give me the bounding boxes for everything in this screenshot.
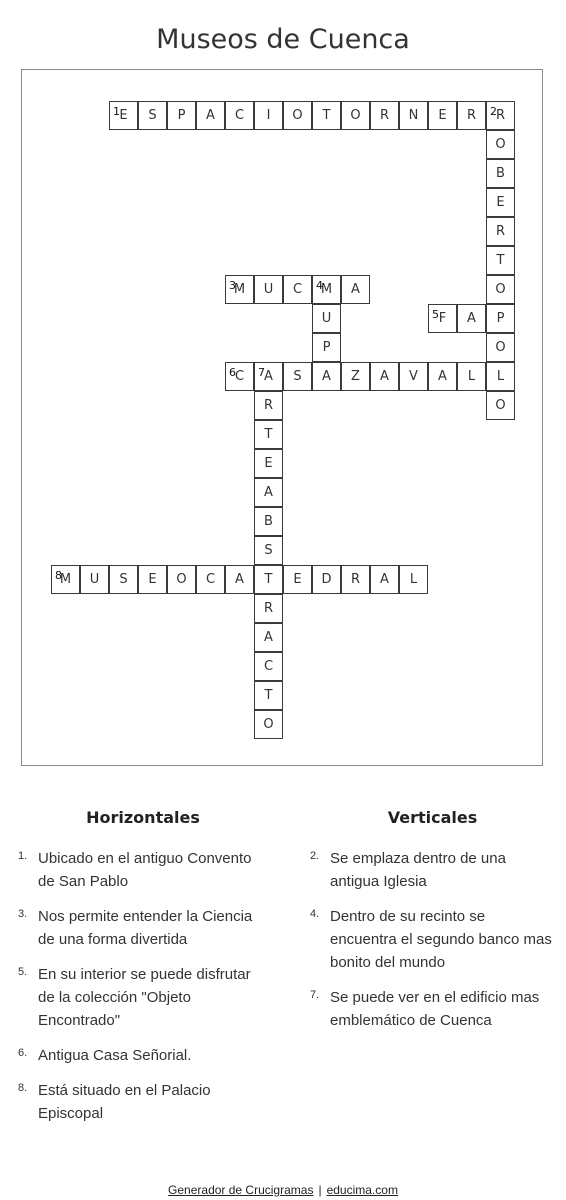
- crossword-cell[interactable]: [167, 101, 196, 130]
- footer: [0, 1183, 566, 1197]
- cell-letter: O: [495, 398, 506, 413]
- crossword-cell[interactable]: [312, 101, 341, 130]
- cell-letter: O: [495, 282, 506, 297]
- cell-letter: S: [293, 369, 302, 384]
- crossword-cell[interactable]: [254, 391, 283, 420]
- cell-letter: T: [264, 688, 273, 703]
- crossword-cell[interactable]: [283, 565, 312, 594]
- cell-letter: D: [321, 572, 332, 587]
- crossword-cell[interactable]: [428, 304, 457, 333]
- crossword-cell[interactable]: [283, 275, 312, 304]
- cell-letter: E: [496, 195, 505, 210]
- cell-letter: C: [234, 369, 245, 384]
- crossword-cell[interactable]: [312, 333, 341, 362]
- crossword-cell[interactable]: [225, 362, 254, 391]
- vertical-clue-list: [310, 847, 555, 1032]
- cell-letter: F: [438, 311, 447, 326]
- crossword-cell[interactable]: [341, 101, 370, 130]
- clue-item-number: 4.: [310, 908, 320, 920]
- clue-item: [18, 1079, 268, 1125]
- crossword-cell[interactable]: [341, 362, 370, 391]
- crossword-cell[interactable]: [109, 565, 138, 594]
- crossword-cell[interactable]: [486, 217, 515, 246]
- crossword-cell[interactable]: [486, 362, 515, 391]
- cell-letter: O: [176, 572, 187, 587]
- educima-link[interactable]: educima.com: [326, 1183, 398, 1197]
- clue-number: 2: [490, 105, 497, 118]
- cell-letter: P: [496, 311, 505, 326]
- clue-item-number: 2.: [310, 850, 320, 862]
- clue-item-number: 1.: [18, 850, 28, 862]
- cell-letter: E: [293, 572, 302, 587]
- cell-letter: O: [263, 717, 274, 732]
- cell-letter: T: [322, 108, 331, 123]
- cell-letter: N: [408, 108, 419, 123]
- cell-letter: E: [148, 572, 157, 587]
- crossword-cell[interactable]: [254, 594, 283, 623]
- cell-letter: B: [496, 166, 505, 181]
- clue-item-text: En su interior se puede disfrutar de la colección "Objeto Encontrado": [38, 966, 251, 1029]
- crossword-cell[interactable]: [254, 536, 283, 565]
- crossword-cell[interactable]: [167, 565, 196, 594]
- clue-item: [18, 963, 268, 1032]
- clue-item-text: Ubicado en el antiguo Convento de San Pablo: [38, 850, 252, 890]
- crossword-cell[interactable]: [225, 101, 254, 130]
- cell-letter: C: [292, 282, 303, 297]
- cell-letter: O: [495, 137, 506, 152]
- cell-letter: B: [264, 514, 273, 529]
- clue-number: 4: [316, 279, 323, 292]
- cell-letter: A: [351, 282, 360, 297]
- clue-number: 8: [55, 569, 62, 582]
- crossword-cell[interactable]: [399, 101, 428, 130]
- cell-letter: C: [263, 659, 274, 674]
- cell-letter: A: [206, 108, 215, 123]
- clue-item-text: Se emplaza dentro de una antigua Iglesia: [330, 850, 506, 890]
- crossword-cell[interactable]: [254, 275, 283, 304]
- crossword-cell[interactable]: [486, 159, 515, 188]
- cell-letter: A: [380, 572, 389, 587]
- clue-item: [18, 1044, 268, 1067]
- crossword-cell[interactable]: [254, 420, 283, 449]
- crossword-cell[interactable]: [196, 565, 225, 594]
- cell-letter: U: [321, 311, 332, 326]
- crossword-cell[interactable]: [138, 565, 167, 594]
- clue-item: [18, 905, 268, 951]
- crossword-generator-link[interactable]: Generador de Crucigramas: [168, 1183, 314, 1197]
- crossword-cell[interactable]: [486, 304, 515, 333]
- crossword-cell[interactable]: [428, 362, 457, 391]
- cell-letter: A: [264, 485, 273, 500]
- horizontal-heading: Horizontales: [86, 808, 200, 827]
- clue-item-text: Se puede ver en el edificio mas emblemático de Cuenca: [330, 989, 540, 1029]
- clue-item-text: Nos permite entender la Ciencia de una forma divertida: [38, 908, 253, 948]
- cell-letter: M: [233, 282, 246, 297]
- crossword-cell[interactable]: [341, 275, 370, 304]
- cell-letter: O: [350, 108, 361, 123]
- clue-item: [310, 986, 555, 1032]
- cell-letter: R: [350, 572, 361, 587]
- cell-letter: L: [467, 369, 476, 384]
- crossword-cell[interactable]: [486, 246, 515, 275]
- cell-letter: L: [409, 572, 418, 587]
- cell-letter: P: [322, 340, 331, 355]
- clue-number: 1: [113, 105, 120, 118]
- cell-letter: R: [466, 108, 477, 123]
- cell-letter: S: [119, 572, 128, 587]
- cell-letter: I: [266, 108, 271, 123]
- crossword-cell[interactable]: [457, 362, 486, 391]
- crossword-cell[interactable]: [457, 101, 486, 130]
- cell-letter: U: [263, 282, 274, 297]
- cell-letter: Z: [351, 369, 360, 384]
- clue-item: [310, 905, 555, 974]
- cell-letter: U: [89, 572, 100, 587]
- crossword-cell[interactable]: [254, 710, 283, 739]
- clue-item-number: 7.: [310, 989, 320, 1001]
- crossword-cell[interactable]: [283, 362, 312, 391]
- cell-letter: A: [322, 369, 331, 384]
- vertical-heading: Verticales: [387, 808, 478, 827]
- cell-letter: R: [379, 108, 390, 123]
- clue-number: 6: [229, 366, 236, 379]
- cell-letter: A: [235, 572, 244, 587]
- crossword-cell[interactable]: [312, 304, 341, 333]
- crossword-cell[interactable]: [428, 101, 457, 130]
- clue-item-text: Antigua Casa Señorial.: [38, 1047, 192, 1064]
- crossword-cell[interactable]: [370, 362, 399, 391]
- clue-number: 5: [432, 308, 439, 321]
- crossword-cell[interactable]: [225, 275, 254, 304]
- crossword-cell[interactable]: [254, 507, 283, 536]
- cell-letter: L: [496, 369, 505, 384]
- page-title: Museos de Cuenca: [156, 24, 410, 55]
- cell-letter: C: [234, 108, 245, 123]
- clue-item: [310, 847, 555, 893]
- crossword-cell[interactable]: [486, 188, 515, 217]
- crossword-cell[interactable]: [196, 101, 225, 130]
- cell-letter: E: [119, 108, 128, 123]
- clue-item-number: 8.: [18, 1082, 28, 1094]
- clue-item-number: 3.: [18, 908, 28, 920]
- crossword-cell[interactable]: [486, 275, 515, 304]
- cell-letter: V: [409, 369, 418, 384]
- crossword-cell[interactable]: [254, 565, 283, 594]
- cell-letter: T: [264, 427, 273, 442]
- crossword-cell[interactable]: [254, 101, 283, 130]
- cell-letter: R: [495, 224, 506, 239]
- crossword-cell[interactable]: [254, 681, 283, 710]
- crossword-cell[interactable]: [283, 101, 312, 130]
- footer-separator: |: [318, 1183, 322, 1197]
- horizontal-clue-list: [18, 847, 268, 1125]
- clue-number: 7: [258, 366, 265, 379]
- crossword-cell[interactable]: [254, 652, 283, 681]
- cell-letter: R: [263, 398, 274, 413]
- cell-letter: E: [264, 456, 273, 471]
- crossword-cell[interactable]: [486, 391, 515, 420]
- crossword-cell[interactable]: [341, 565, 370, 594]
- clue-item-text: Está situado en el Palacio Episcopal: [38, 1082, 211, 1122]
- cell-letter: R: [263, 601, 274, 616]
- crossword-cell[interactable]: [370, 565, 399, 594]
- crossword-cell[interactable]: [254, 623, 283, 652]
- cell-letter: R: [495, 108, 506, 123]
- crossword-cell[interactable]: [486, 130, 515, 159]
- crossword-cell[interactable]: [486, 101, 515, 130]
- cell-letter: C: [205, 572, 216, 587]
- cell-letter: A: [467, 311, 476, 326]
- crossword-cell[interactable]: [312, 275, 341, 304]
- cell-letter: M: [320, 282, 333, 297]
- clue-item-number: 6.: [18, 1047, 28, 1059]
- cell-letter: O: [495, 340, 506, 355]
- cell-letter: A: [380, 369, 389, 384]
- cell-letter: T: [264, 572, 273, 587]
- crossword-cell[interactable]: [80, 565, 109, 594]
- crossword-cell[interactable]: [370, 101, 399, 130]
- crossword-cell[interactable]: [254, 449, 283, 478]
- cell-letter: M: [59, 572, 72, 587]
- vertical-clues: [310, 808, 555, 1044]
- cell-letter: O: [292, 108, 303, 123]
- cell-letter: A: [438, 369, 447, 384]
- clue-item-text: Dentro de su recinto se encuentra el segundo banco mas bonito del mundo: [330, 908, 552, 971]
- cell-letter: S: [264, 543, 273, 558]
- crossword-cell[interactable]: [399, 362, 428, 391]
- crossword-cell[interactable]: [312, 565, 341, 594]
- cell-letter: E: [438, 108, 447, 123]
- cell-letter: A: [264, 369, 273, 384]
- clue-number: 3: [229, 279, 236, 292]
- cell-letter: T: [496, 253, 505, 268]
- crossword-cell[interactable]: [254, 478, 283, 507]
- cell-letter: P: [177, 108, 186, 123]
- cell-letter: S: [148, 108, 157, 123]
- crossword-cell[interactable]: [312, 362, 341, 391]
- cell-letter: A: [264, 630, 273, 645]
- crossword-cell[interactable]: [109, 101, 138, 130]
- crossword-cell[interactable]: [138, 101, 167, 130]
- clue-item-number: 5.: [18, 966, 28, 978]
- crossword-cell[interactable]: [486, 333, 515, 362]
- crossword-cell[interactable]: [399, 565, 428, 594]
- clue-item: [18, 847, 268, 893]
- crossword-cell[interactable]: [457, 304, 486, 333]
- crossword-cell[interactable]: [254, 362, 283, 391]
- crossword-cell[interactable]: [225, 565, 254, 594]
- crossword-cell[interactable]: [51, 565, 80, 594]
- horizontal-clues: [18, 808, 268, 1137]
